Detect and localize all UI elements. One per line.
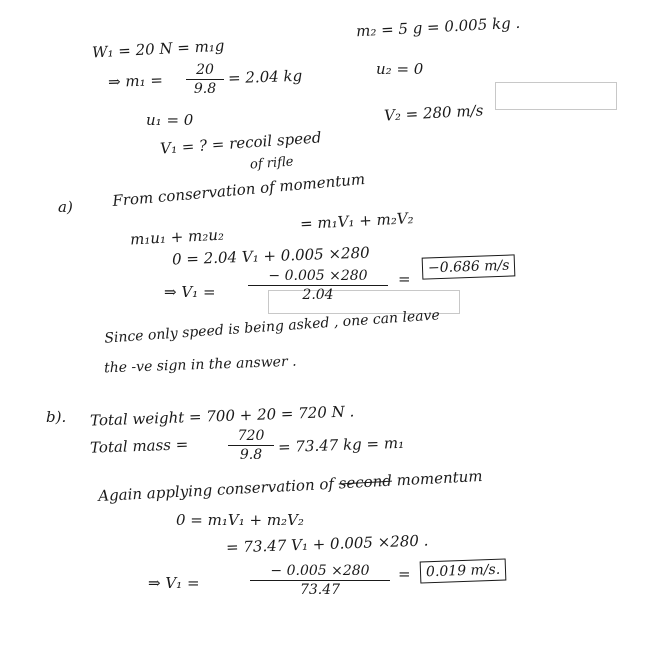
- part-b-mass-prefix: Total mass =: [89, 435, 189, 457]
- part-a-equation-2: 0 = 2.04 V₁ + 0.005 ×280: [171, 243, 370, 269]
- given-w1: W₁ = 20 N = m₁g: [91, 36, 225, 62]
- given-m1-fraction: [186, 62, 224, 97]
- part-a-heading: From conservation of momentum: [111, 169, 366, 211]
- part-a-equation-1-right: = m₁V₁ + m₂V₂: [299, 209, 415, 233]
- fraction-numerator: − 0.005 ×280: [250, 563, 390, 581]
- part-b-mass-fraction: [228, 428, 274, 463]
- bleed-through-box: [495, 82, 617, 110]
- part-a-equation-1-left: m₁u₁ + m₂u₂: [129, 225, 225, 249]
- part-b-equals: =: [398, 565, 411, 583]
- part-b-mass-result: = 73.47 kg = m₁: [277, 433, 405, 457]
- part-b-equation-1: 0 = m₁V₁ + m₂V₂: [176, 511, 304, 529]
- part-a-equation-3-prefix: ⇒ V₁ =: [164, 283, 216, 301]
- part-a-answer-box: −0.686 m/s: [422, 254, 516, 279]
- fraction-numerator: 20: [186, 62, 224, 80]
- fraction-denominator: 2.04: [302, 287, 334, 303]
- struck-word: second: [338, 471, 393, 493]
- part-b-equation-3-prefix: ⇒ V₁ =: [148, 574, 200, 592]
- fraction-denominator: 73.47: [299, 582, 341, 598]
- given-u2: u₂ = 0: [376, 60, 424, 78]
- again-text-end: momentum: [391, 466, 483, 490]
- given-u1: u₁ = 0: [146, 111, 194, 129]
- part-a-label: a): [58, 198, 73, 216]
- given-m2: m₂ = 5 g = 0.005 kg .: [355, 13, 521, 41]
- given-m1-result: = 2.04 kg: [227, 66, 303, 88]
- fraction-numerator: − 0.005 ×280: [248, 268, 388, 286]
- part-b-fraction: [250, 563, 390, 598]
- part-b-answer-box: 0.019 m/s.: [420, 559, 507, 584]
- part-b-equation-2: = 73.47 V₁ + 0.005 ×280 .: [225, 531, 429, 557]
- fraction-denominator: 9.8: [239, 447, 263, 463]
- part-a-note-line-1: Since only speed is being asked , one can leave: [103, 307, 441, 347]
- part-a-note-line-2: the -ve sign in the answer .: [103, 353, 297, 377]
- given-v2: V₂ = 280 m/s: [383, 101, 484, 125]
- fraction-denominator: 9.8: [193, 81, 217, 97]
- given-v1-note: of rifle: [249, 154, 294, 173]
- part-b-again-line: [98, 467, 483, 505]
- part-a-equals: =: [398, 270, 411, 288]
- part-b-label: b).: [46, 408, 67, 426]
- part-b-weight: Total weight = 700 + 20 = 720 N .: [89, 402, 355, 430]
- given-v1: V₁ = ? = recoil speed: [159, 128, 323, 158]
- again-text: Again applying conservation of: [97, 474, 340, 506]
- fraction-numerator: 720: [228, 428, 274, 446]
- part-a-fraction: [248, 268, 388, 303]
- given-m1-prefix: ⇒ m₁ =: [107, 71, 164, 91]
